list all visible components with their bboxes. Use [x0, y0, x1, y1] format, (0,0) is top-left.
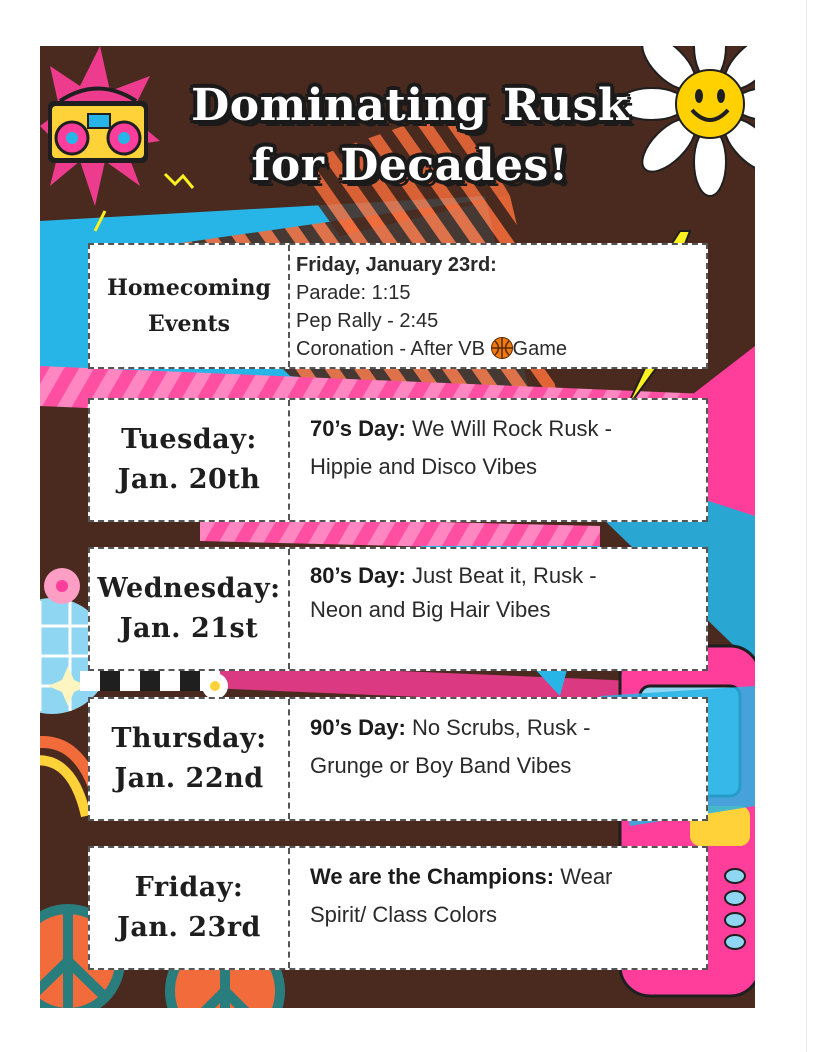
poster [40, 46, 755, 1008]
day-theme-desc-1: Wear [560, 864, 613, 889]
basketball-icon [491, 337, 513, 359]
day-theme-title: 70’s Day: [310, 416, 406, 441]
day-theme-title: We are the Champions: [310, 864, 555, 889]
day-label-cell [90, 400, 290, 520]
day-date: Jan. 21st [119, 613, 259, 644]
day-row [88, 697, 708, 821]
day-name: Thursday: [111, 723, 267, 754]
day-theme-cell [290, 699, 706, 819]
day-theme-desc-2: Hippie and Disco Vibes [310, 454, 538, 479]
day-theme-desc-1: No Scrubs, Rusk - [411, 715, 591, 740]
day-theme-desc-1: Just Beat it, Rusk - [411, 563, 597, 588]
coronation-suffix: Game [512, 338, 568, 360]
title-line-1: Dominating Rusk [191, 80, 629, 131]
event-item-pep-rally: Pep Rally - 2:45 [296, 310, 439, 332]
day-label-cell [90, 549, 290, 669]
boombox-icon [40, 46, 160, 206]
day-date: Jan. 22nd [114, 763, 264, 794]
homecoming-details-cell [290, 245, 706, 367]
day-name: Tuesday: [121, 424, 257, 455]
event-item-parade: Parade: 1:15 [296, 282, 411, 304]
day-date: Jan. 23rd [117, 912, 261, 943]
day-label-cell [90, 699, 290, 819]
homecoming-label-cell [90, 245, 290, 367]
day-row [88, 846, 708, 970]
homecoming-label-line-2: Events [147, 311, 231, 337]
day-theme-desc-2: Grunge or Boy Band Vibes [310, 753, 572, 778]
day-theme-desc-2: Neon and Big Hair Vibes [310, 597, 551, 622]
day-name: Friday: [134, 872, 244, 903]
poster-title [150, 76, 670, 196]
title-line-2: for Decades! [251, 140, 569, 191]
scan-edge [806, 0, 807, 1052]
event-item-coronation [296, 335, 698, 363]
homecoming-heading: Friday, January 23rd: [296, 254, 497, 276]
day-theme-desc-1: We Will Rock Rusk - [411, 416, 612, 441]
day-theme-cell [290, 400, 706, 520]
daisy-icon [202, 673, 228, 699]
coronation-text: Coronation - After VB [296, 338, 485, 360]
day-date: Jan. 20th [117, 464, 261, 495]
flower-icon [44, 568, 80, 604]
day-name: Wednesday: [97, 573, 281, 604]
homecoming-events-row [88, 243, 708, 369]
homecoming-label-line-1: Homecoming [107, 275, 271, 301]
day-theme-cell [290, 848, 706, 968]
day-row [88, 398, 708, 522]
day-row [88, 547, 708, 671]
day-theme-cell [290, 549, 706, 669]
day-theme-desc-2: Spirit/ Class Colors [310, 902, 498, 927]
day-theme-title: 90’s Day: [310, 715, 406, 740]
day-theme-title: 80’s Day: [310, 563, 406, 588]
day-label-cell [90, 848, 290, 968]
